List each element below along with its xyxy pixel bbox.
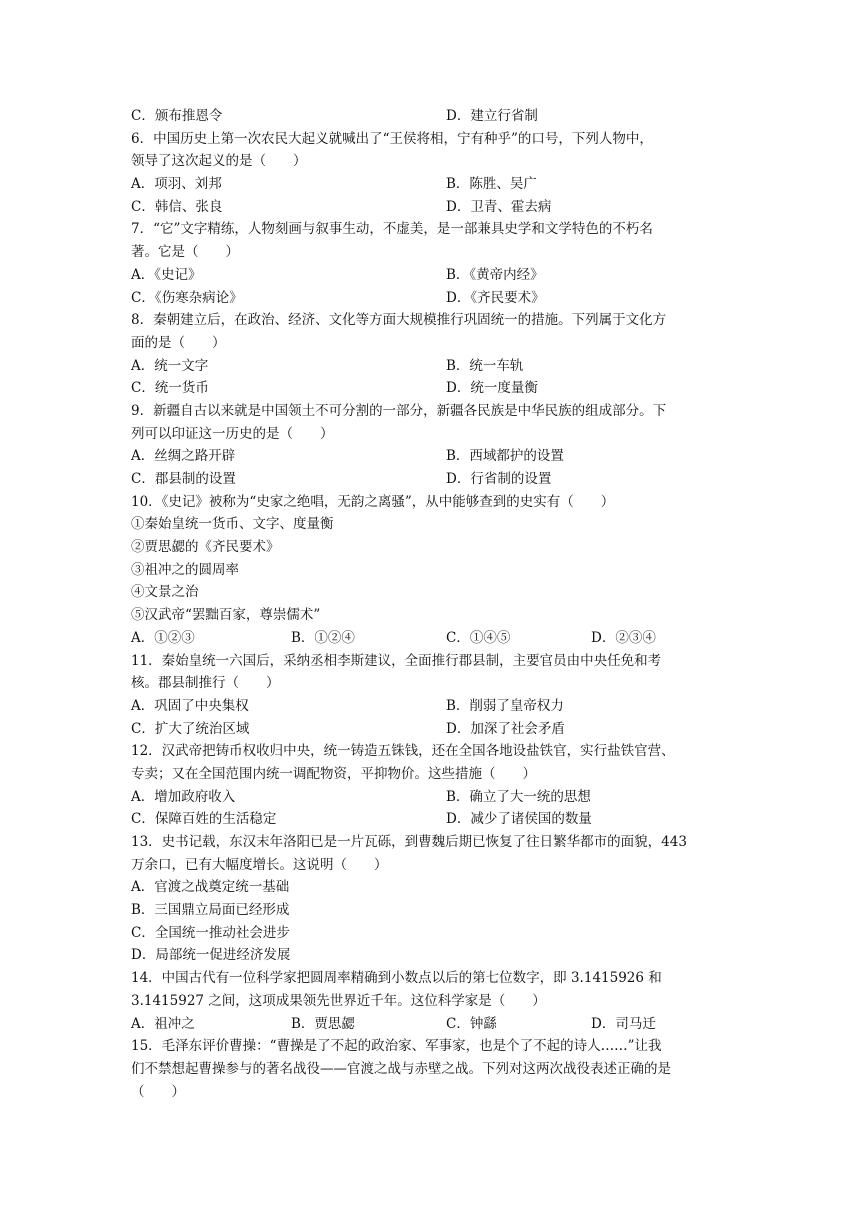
answer-option: C．颁布推恩令 [131,108,223,124]
options-row [131,173,741,196]
answer-option: D．加深了社会矛盾 [446,720,565,737]
question-text: ⑤汉武帝“罢黜百家，尊崇儒术” [131,607,321,624]
text-line [131,922,741,945]
question-text: 万余口，已有大幅度增长。这说明（ ） [131,856,388,873]
question-text: 面的是（ ） [131,334,226,351]
answer-option: D．②③④ [591,629,656,646]
question-text: 专卖；又在全国范围内统一调配物资，平抑物价。这些措施（ ） [131,765,536,782]
text-line [131,536,741,559]
question-text: 8．秦朝建立后，在政治、经济、文化等方面大规模推行巩固统一的措施。下列属于文化方 [131,312,667,329]
question-text: 13．史书记载，东汉末年洛阳已是一片瓦砾，到曹魏后期已恢复了往日繁华都市的面貌，443 [131,834,687,850]
answer-option: A．增加政府收入 [131,788,236,805]
options-row [131,1013,741,1036]
question-text: 7．“它”文字精练，人物刻画与叙事生动，不虚美，是一部兼具史学和文学特色的不朽名 [131,221,653,238]
options-row [131,355,741,378]
answer-option: D．减少了诸侯国的数量 [446,811,592,828]
question-text: 核。郡县制推行（ ） [131,675,280,692]
options-row [131,627,741,650]
options-row [131,287,741,310]
text-line [131,1035,741,1058]
text-line [131,740,741,763]
exam-questions [131,105,741,1103]
answer-option: C．①④⑤ [446,629,511,646]
question-text: 3.1415927 之间，这项成果领先世界近千年。这位科学家是（ ） [131,992,546,1009]
text-line [131,559,741,582]
answer-option: D．统一度量衡 [446,380,538,397]
text-line [131,400,741,423]
text-line [131,899,741,922]
answer-option: C．韩信、张良 [131,198,223,215]
options-row [131,468,741,491]
text-line [131,581,741,604]
text-line [131,150,741,173]
question-text: ①秦始皇统一货币、文字、度量衡 [131,516,334,533]
question-text: B．三国鼎立局面已经形成 [131,902,290,919]
options-row [131,808,741,831]
text-line [131,854,741,877]
question-text: 14．中国古代有一位科学家把圆周率精确到小数点以后的第七位数字，即 3.1415926 和 [131,970,662,987]
text-line [131,423,741,446]
question-text: ④文景之治 [131,584,199,601]
answer-option: B．确立了大一统的思想 [446,788,591,805]
question-text: ③祖冲之的圆周率 [131,561,239,578]
question-text: 12．汉武帝把铸币权收归中央，统一铸造五铢钱，还在全国各地设盐铁官，实行盐铁官营、 [131,743,675,760]
text-line [131,876,741,899]
text-line [131,491,741,514]
question-text: ②贾思勰的《齐民要术》 [131,539,280,556]
text-line [131,218,741,241]
text-line [131,967,741,990]
question-text: 11．秦始皇统一六国后，采纳丞相李斯建议，全面推行郡县制，主要官员由中央任免和考 [131,652,662,669]
options-row [131,445,741,468]
options-row [131,786,741,809]
text-line [131,128,741,151]
text-line [131,831,741,854]
text-line [131,513,741,536]
text-line [131,1081,741,1104]
text-line [131,672,741,695]
question-text: 著。它是（ ） [131,244,239,261]
answer-option: C．统一货币 [131,380,209,397]
question-text: 10．《史记》被称为“史家之绝唱，无韵之离骚”，从中能够查到的史实有（ ） [131,493,615,510]
answer-option: A．祖冲之 [131,1015,195,1032]
text-line [131,332,741,355]
options-row [131,695,741,718]
answer-option: C．郡县制的设置 [131,471,236,487]
text-line [131,604,741,627]
answer-option: A．项羽、刘邦 [131,176,222,193]
answer-option: A．《史记》 [131,266,202,283]
answer-option: C．《伤寒杂病论》 [131,289,243,306]
answer-option: B．西域都护的设置 [446,448,564,465]
options-row [131,105,741,128]
text-line [131,990,741,1013]
answer-option: D．《齐民要术》 [446,289,545,306]
options-row [131,718,741,741]
question-text: D．局部统一促进经济发展 [131,947,291,964]
options-row [131,377,741,400]
answer-option: B．陈胜、吴广 [446,176,537,193]
answer-option: D．建立行省制 [446,108,538,124]
answer-option: D．行省制的设置 [446,471,552,487]
answer-option: B．削弱了皇帝权力 [446,697,564,714]
question-text: 9．新疆自古以来就是中国领土不可分割的一部分，新疆各民族是中华民族的组成部分。下 [131,402,667,419]
answer-option: D．卫青、霍去病 [446,198,552,215]
answer-option: A．①②③ [131,629,195,646]
question-text: 6．中国历史上第一次农民大起义就喊出了“王侯将相，宁有种乎”的口号，下列人物中， [131,130,653,147]
answer-option: B．统一车轨 [446,357,524,374]
text-line [131,763,741,786]
text-line [131,309,741,332]
question-text: 们不禁想起曹操参与的著名战役——官渡之战与赤壁之战。下列对这两次战役表述正确的是 [131,1060,671,1077]
text-line [131,944,741,967]
question-text: C．全国统一推动社会进步 [131,924,290,941]
question-text: 15．毛泽东评价曹操：“曹操是了不起的政治家、军事家，也是个了不起的诗人……”让我 [131,1038,662,1055]
answer-option: C．钟繇 [446,1015,497,1032]
question-text: （ ） [131,1083,185,1100]
text-line [131,241,741,264]
question-text: 领导了这次起义的是（ ） [131,153,307,170]
answer-option: B．贾思勰 [291,1015,355,1032]
answer-option: A．丝绸之路开辟 [131,448,236,465]
text-line [131,1058,741,1081]
answer-option: B．《黄帝内经》 [446,266,544,283]
text-line [131,650,741,673]
question-text: A．官渡之战奠定统一基础 [131,879,290,896]
answer-option: A．巩固了中央集权 [131,697,249,714]
answer-option: A．统一文字 [131,357,209,374]
answer-option: D．司马迁 [591,1015,656,1032]
answer-option: C．保障百姓的生活稳定 [131,811,277,828]
answer-option: C．扩大了统治区域 [131,720,250,737]
answer-option: B．①②④ [291,629,355,646]
options-row [131,196,741,219]
question-text: 列可以印证这一历史的是（ ） [131,425,334,442]
options-row [131,264,741,287]
